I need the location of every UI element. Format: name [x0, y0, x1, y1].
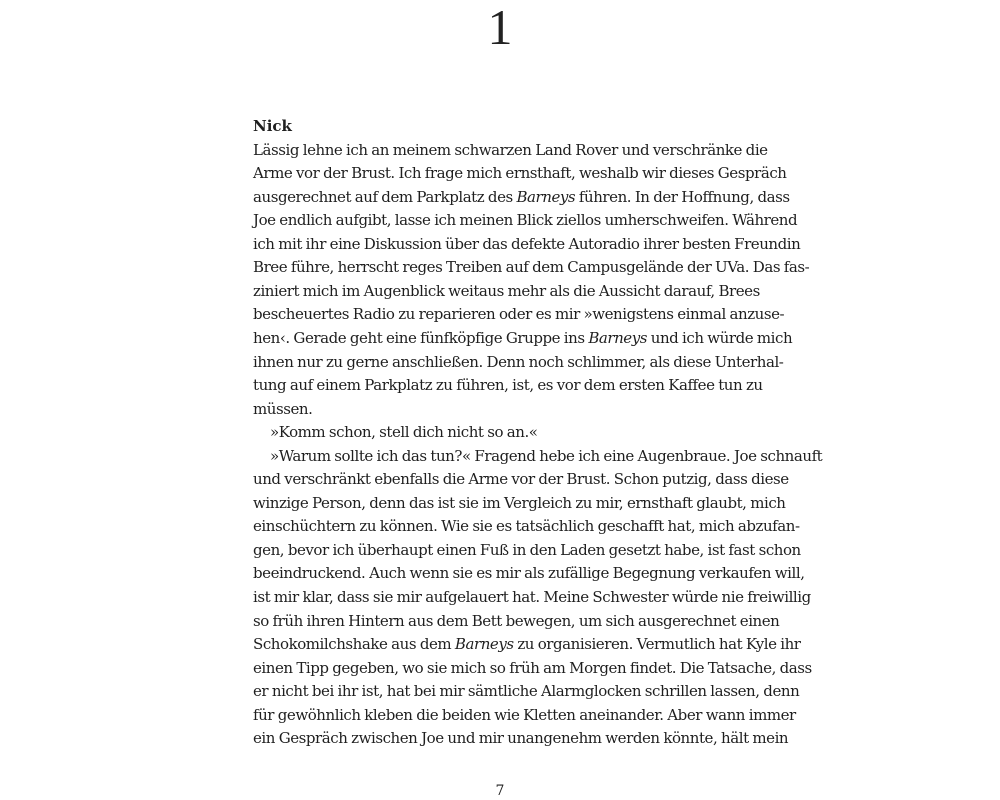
- text-line: einen Tipp gegeben, wo sie mich so früh am Morgen findet. Die Tatsache, dass: [253, 658, 812, 677]
- section-heading: Nick: [253, 117, 292, 135]
- text-line: Schokomilchshake aus dem Barneys zu organisieren. Vermutlich hat Kyle ihr: [253, 635, 801, 654]
- text-line: hen‹. Gerade geht eine fünfköpfige Gruppe ins Barneys und ich würde mich: [253, 328, 793, 347]
- text-line: und verschränkt ebenfalls die Arme vor der Brust. Schon putzig, dass diese: [253, 470, 789, 489]
- text-line: bescheuertes Radio zu reparieren oder es mir »wenigstens einmal anzuse-: [253, 305, 785, 324]
- text-line: ausgerechnet auf dem Parkplatz des Barneys führen. In der Hoffnung, dass: [253, 187, 790, 206]
- text-line: für gewöhnlich kleben die beiden wie Kletten aneinander. Aber wann immer: [253, 705, 796, 724]
- text-line: winzige Person, denn das ist sie im Vergleich zu mir, ernsthaft glaubt, mich: [253, 493, 786, 512]
- page-body: [253, 115, 823, 751]
- paragraph: [253, 445, 823, 751]
- text-line: ich mit ihr eine Diskussion über das defekte Autoradio ihrer besten Freundin: [253, 234, 801, 253]
- text-line: beeindruckend. Auch wenn sie es mir als zufällige Begegnung verkaufen will,: [253, 564, 805, 583]
- text-line: ein Gespräch zwischen Joe und mir unangenehm werden könnte, hält mein: [253, 729, 789, 748]
- text-line: Lässig lehne ich an meinem schwarzen Land Rover und verschränke die: [253, 140, 768, 159]
- text-line: Bree führe, herrscht reges Treiben auf dem Campusgelände der UVa. Das fas-: [253, 258, 810, 277]
- text-line: Arme vor der Brust. Ich frage mich ernsthaft, weshalb wir dieses Gespräch: [253, 164, 787, 183]
- text-line: ist mir klar, dass sie mir aufgelauert hat. Meine Schwester würde nie freiwillig: [253, 587, 811, 606]
- text-line: »Warum sollte ich das tun?« Fragend hebe ich eine Augenbraue. Joe schnauft: [270, 446, 823, 465]
- text-line: ziniert mich im Augenblick weitaus mehr als die Aussicht darauf, Brees: [253, 281, 760, 300]
- text-line: »Komm schon, stell dich nicht so an.«: [270, 423, 538, 442]
- text-line: ihnen nur zu gerne anschließen. Denn noch schlimmer, als diese Unterhal-: [253, 352, 784, 371]
- text-line: tung auf einem Parkplatz zu führen, ist, es vor dem ersten Kaffee tun zu: [253, 376, 763, 395]
- text-flow: [253, 139, 823, 751]
- text-line: gen, bevor ich überhaupt einen Fuß in den Laden gesetzt habe, ist fast schon: [253, 540, 801, 559]
- text-line: einschüchtern zu können. Wie sie es tatsächlich geschafft hat, mich abzufan-: [253, 517, 800, 536]
- page-number: 7: [495, 783, 505, 799]
- paragraph: [253, 139, 810, 422]
- text-line: so früh ihren Hintern aus dem Bett bewegen, um sich ausgerechnet einen: [253, 611, 780, 630]
- text-line: müssen.: [253, 399, 313, 418]
- text-line: er nicht bei ihr ist, hat bei mir sämtliche Alarmglocken schrillen lassen, denn: [253, 682, 800, 701]
- text-line: Joe endlich aufgibt, lasse ich meinen Blick ziellos umherschweifen. Während: [253, 211, 798, 230]
- paragraph: [253, 421, 746, 445]
- chapter-number: 1: [487, 0, 513, 55]
